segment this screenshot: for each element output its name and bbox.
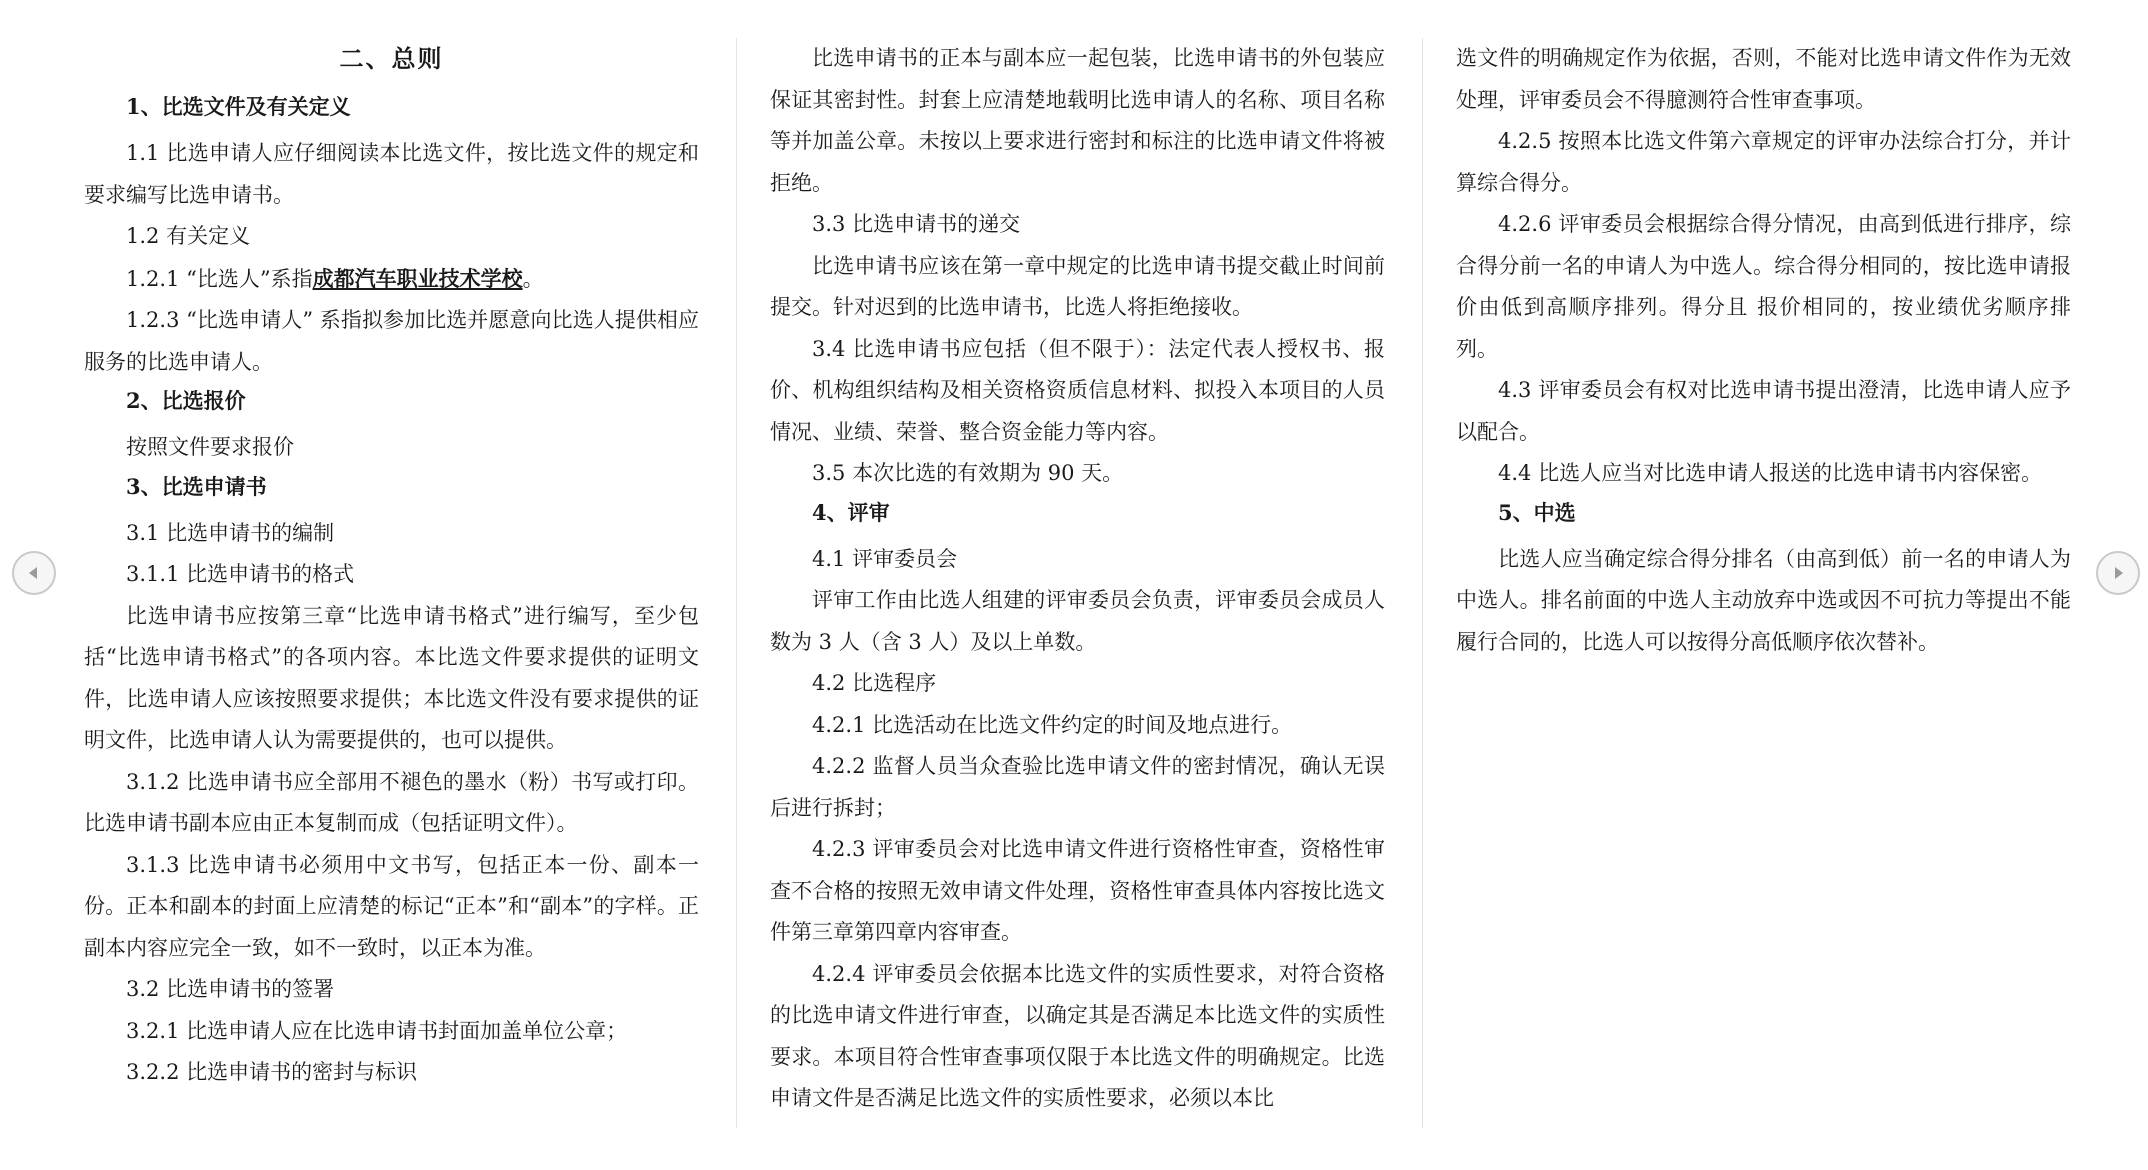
para-4-2-3: 4.2.3 评审委员会对比选申请文件进行资格性审查，资格性审查不合格的按照无效申请文件处理，资格性审查具体内容按比选文件第三章第四章内容审查。 (770, 837, 1385, 944)
para-1-2: 1.2 有关定义 (126, 224, 251, 248)
para-continued: 选文件的明确规定作为依据，否则，不能对比选申请文件作为无效处理，评审委员会不得臆测符合性审查事项。 (1456, 46, 2071, 112)
heading-selection: 5、中选 (1498, 499, 1576, 525)
para-1-2-1 (84, 258, 699, 301)
para-5: 比选人应当确定综合得分排名（由高到低）前一名的申请人为中选人。排名前面的中选人主动放弃中选或因不可抗力等提出不能履行合同的，比选人可以按得分高低顺序依次替补。 (1456, 546, 2071, 654)
para-3-4: 3.4 比选申请书应包括（但不限于）：法定代表人授权书、报价、机构组织结构及相关资格资质信息材料、拟投入本项目的人员情况、业绩、荣誉、整合资金能力等内容。 (770, 336, 1385, 444)
para-3-1-3: 3.1.3 比选申请书必须用中文书写，包括正本一份、副本一份。正本和副本的封面上应清楚的标记“正本”和“副本”的字样。正副本内容应完全一致，如不一致时，以正本为准。 (84, 852, 699, 960)
para-2: 按照文件要求报价 (126, 435, 294, 459)
para-1-2-1-end: 。 (522, 266, 544, 291)
next-page-button[interactable] (2096, 551, 2140, 595)
column-divider (1422, 38, 1423, 1128)
para-sealing: 比选申请书的正本与副本应一起包装，比选申请书的外包装应保证其密封性。封套上应清楚地载明比选申请人的名称、项目名称等并加盖公章。未按以上要求进行密封和标注的比选申请文件将被拒绝。 (770, 46, 1385, 195)
heading-review: 4、评审 (812, 499, 890, 525)
para-3-2-2: 3.2.2 比选申请书的密封与标识 (126, 1060, 418, 1084)
heading-application: 3、比选申请书 (126, 473, 267, 499)
heading-definitions: 1、比选文件及有关定义 (126, 94, 351, 119)
chevron-right-icon (2108, 563, 2128, 583)
para-4-2-5: 4.2.5 按照本比选文件第六章规定的评审办法综合打分，并计算综合得分。 (1456, 129, 2071, 195)
organization-name: 成都汽车职业技术学校 (312, 265, 523, 291)
para-4-4: 4.4 比选人应当对比选申请人报送的比选申请书内容保密。 (1498, 461, 2043, 485)
para-1-1: 1.1 比选申请人应仔细阅读本比选文件，按比选文件的规定和要求编写比选申请书。 (84, 141, 699, 207)
para-3-1-1-body: 比选申请书应按第三章“比选申请书格式”进行编写，至少包括“比选申请书格式”的各项内容。本比选文件要求提供的证明文件，比选申请人应该按照要求提供；本比选文件没有要求提供的证明文件，比选申请人认为需要提供的，也可以提供。 (84, 603, 699, 752)
para-4-2-6: 4.2.6 评审委员会根据综合得分情况，由高到低进行排序，综合得分前一名的申请人为中选人。综合得分相同的，按比选申请报价由低到高顺序排列。得分且 报价相同的，按业绩优劣顺序排列。 (1456, 212, 2071, 361)
para-3-2-1: 3.2.1 比选申请人应在比选申请书封面加盖单位公章； (126, 1018, 628, 1043)
para-3-1-1: 3.1.1 比选申请书的格式 (126, 562, 355, 586)
heading-quotation: 2、比选报价 (126, 388, 246, 413)
para-3-2: 3.2 比选申请书的签署 (126, 977, 335, 1001)
para-4-1-body: 评审工作由比选人组建的评审委员会负责，评审委员会成员人数为 3 人（含 3 人）及以上单数。 (770, 588, 1385, 654)
para-3-1: 3.1 比选申请书的编制 (126, 520, 335, 545)
para-3-3: 3.3 比选申请书的递交 (812, 212, 1021, 236)
para-3-5: 3.5 本次比选的有效期为 90 天。 (812, 461, 1124, 485)
para-3-3-body: 比选申请书应该在第一章中规定的比选申请书提交截止时间前提交。针对迟到的比选申请书，比选人将拒绝接收。 (770, 253, 1385, 319)
section-title: 二、总则 (339, 44, 444, 73)
para-3-1-2: 3.1.2 比选申请书应全部用不褪色的墨水（粉）书写或打印。比选申请书副本应由正本复制而成（包括证明文件）。 (84, 769, 699, 835)
para-4-1: 4.1 评审委员会 (812, 546, 958, 571)
para-4-2-4: 4.2.4 评审委员会依据本比选文件的实质性要求，对符合资格的比选申请文件进行审查，以确定其是否满足本比选文件的实质性要求。本项目符合性审查事项仅限于本比选文件的明确规定。比选申请文件是否满足比选文件的实质性要求，必须以本比 (770, 961, 1385, 1110)
page-column-2 (770, 38, 1385, 1120)
chevron-left-icon (24, 563, 44, 583)
para-4-2-1: 4.2.1 比选活动在比选文件约定的时间及地点进行。 (812, 712, 1293, 737)
para-4-2-2: 4.2.2 监督人员当众查验比选申请文件的密封情况，确认无误后进行拆封； (770, 754, 1385, 820)
para-1-2-1-text: 1.2.1 “比选人”系指 (126, 266, 313, 291)
page-column-1 (84, 38, 699, 1094)
para-4-3: 4.3 评审委员会有权对比选申请书提出澄清，比选申请人应予以配合。 (1456, 378, 2071, 444)
column-divider (736, 38, 737, 1128)
para-4-2: 4.2 比选程序 (812, 671, 937, 695)
page-column-3 (1456, 38, 2071, 663)
previous-page-button[interactable] (12, 551, 56, 595)
para-1-2-3: 1.2.3 “比选申请人” 系指拟参加比选并愿意向比选人提供相应服务的比选申请人。 (84, 308, 699, 374)
